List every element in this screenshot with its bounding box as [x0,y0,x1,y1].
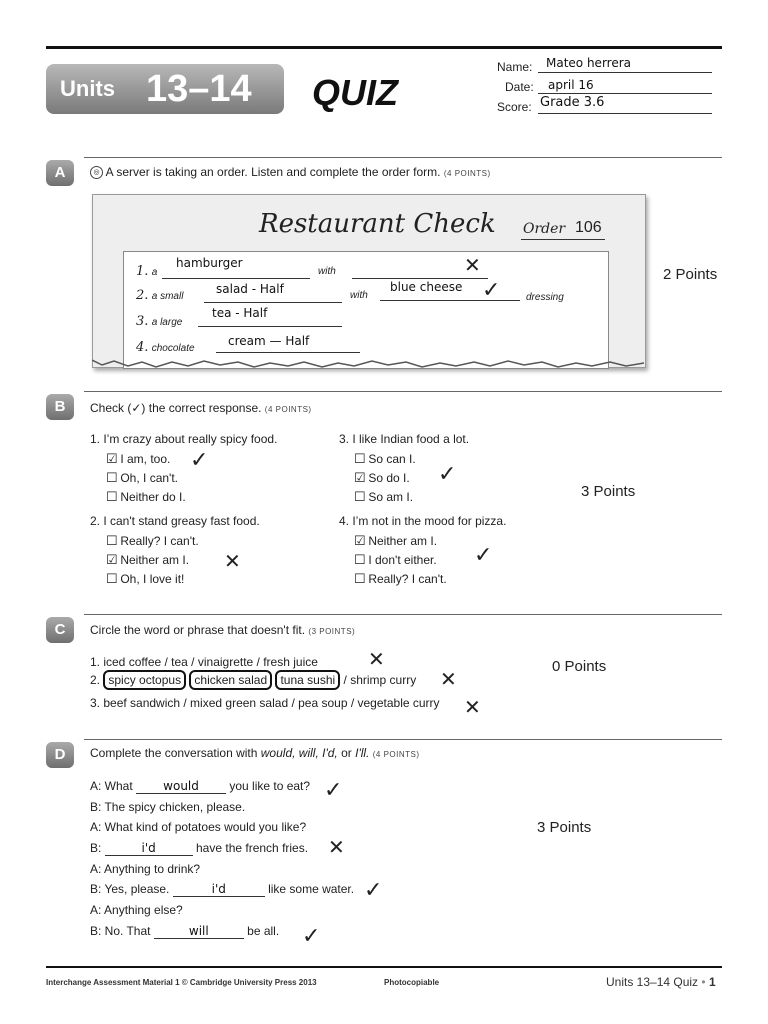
units-badge [46,64,284,114]
checked-box-icon: ☑ [106,552,118,567]
option-label: Oh, I love it! [120,572,185,586]
d-line-6 [90,882,354,897]
units-word: Units [60,76,115,101]
row-number: 2. [136,288,149,303]
row-2-with: with [350,290,368,301]
section-b-instruction-row [90,401,312,415]
check-mark: ✓ [302,923,321,948]
section-b-badge: B [46,394,74,420]
section-a-instruction-row [90,165,491,179]
section-c-points: (3 POINTS) [308,627,356,636]
section-b-score: 3 Points [581,483,636,500]
q3-option-2[interactable] [354,470,410,486]
empty-box-icon: ☐ [106,533,118,548]
section-d-instruction: Complete the conversation with [90,746,261,760]
check-row-1 [136,264,157,279]
row-number: 3. [136,314,149,329]
d-line-text: B: No. That [90,924,154,938]
d-line-text: like some water. [264,882,355,896]
row-2-line [204,302,342,303]
section-d-ill: I'll. [355,746,370,760]
footer-copyright: Interchange Assessment Material 1 © Cambridge University Press 2013 [46,978,317,987]
check-title: Restaurant Check [259,209,496,239]
x-mark: ✕ [224,551,241,573]
q2-prompt: 2. I can't stand greasy fast food. [90,514,260,528]
empty-box-icon: ☐ [354,489,366,504]
date-label: Date: [505,80,534,94]
q1-prompt: 1. I’m crazy about really spicy food. [90,432,278,446]
d-line-3: A: What kind of potatoes would you like? [90,820,307,834]
section-c-instruction-row [90,623,355,637]
q3-option-3[interactable] [354,489,413,505]
name-label: Name: [497,60,533,74]
torn-edge [92,356,648,372]
section-d-words: would, will, I'd, [260,746,338,760]
section-a-score: 2 Points [663,266,718,283]
footer-title: Units 13–14 Quiz • 1 [606,975,716,989]
d-answer[interactable]: i'd [173,882,265,897]
footer-quiz-name: Units 13–14 Quiz [606,975,699,989]
c-line-1: 1. iced coffee / tea / vinaigrette / fresh juice [90,655,318,669]
row-2-answer: salad - Half [216,282,284,296]
row-prefix: a [151,267,158,278]
empty-box-icon: ☐ [354,451,366,466]
check-mark: ✓ [324,777,343,802]
check-form [123,251,609,369]
footer-rule [46,966,722,968]
check-mark: ✓ [190,447,209,472]
row-4-answer: cream — Half [228,334,310,348]
d-answer[interactable]: i'd [105,841,193,856]
d-line-1 [90,779,310,794]
section-c-instruction: Circle the word or phrase that doesn't fit. [90,623,306,637]
option-label: So can I. [368,452,416,466]
d-line-text: you like to eat? [226,779,311,793]
name-line [538,72,712,73]
c-line-2: 2. spicy octopus chicken salad tuna sushi / shrimp curry [90,673,416,687]
circled-option[interactable]: chicken salad [189,670,272,690]
section-a-instruction: A server is taking an order. Listen and complete the order form. [105,165,441,179]
section-b-instruction: Check (✓) the correct response. [90,401,262,415]
check-mark: ✓ [482,277,501,302]
order-number: 106 [575,219,602,236]
order-line [521,239,605,240]
row-prefix: a small [151,291,184,302]
quiz-title: QUIZ [312,72,398,113]
option-label: Neither am I. [120,553,190,567]
d-answer[interactable]: would [136,779,226,794]
section-d-or: or [337,746,356,760]
section-c-badge: C [46,617,74,643]
circled-option[interactable]: spicy octopus [103,670,186,690]
d-line-text: B: [90,841,105,855]
section-a-rule [84,157,722,158]
row-1-line-2 [352,278,488,279]
d-answer[interactable]: will [154,924,244,939]
row-prefix: chocolate [151,343,195,354]
section-d-instruction-row [90,746,420,760]
page-number: 1 [708,975,716,989]
option-label: So do I. [368,471,410,485]
section-c-score: 0 Points [552,658,607,675]
x-mark: ✕ [368,649,385,671]
section-b-points: (4 POINTS) [264,405,312,414]
option-label: Really? I can't. [120,534,199,548]
option-label: Neither do I. [120,490,186,504]
date-line [538,93,712,94]
d-line-text: have the french fries. [192,841,309,855]
row-3-line [198,326,342,327]
d-line-text: B: Yes, please. [90,882,173,896]
audio-icon: ◎ [90,166,103,179]
check-row-4 [136,340,195,355]
row-4-line [216,352,360,353]
empty-box-icon: ☐ [106,470,118,485]
d-line-2: B: The spicy chicken, please. [90,800,246,814]
check-row-3 [136,314,182,329]
section-d-score: 3 Points [537,819,592,836]
x-mark: ✕ [464,255,481,277]
d-line-text: A: What [90,779,137,793]
empty-box-icon: ☐ [354,552,366,567]
row-1-line [162,278,310,279]
footer-photocopiable: Photocopiable [384,978,440,987]
units-number: 13–14 [146,68,252,110]
q3-option-1[interactable] [354,451,416,467]
option-label: I don't either. [368,553,437,567]
checked-box-icon: ☑ [106,451,118,466]
circled-option[interactable]: tuna sushi [275,670,340,690]
q1-option-2[interactable] [106,470,178,486]
q3-prompt: 3. I like Indian food a lot. [339,432,470,446]
q1-option-3[interactable] [106,489,186,505]
d-line-text: be all. [243,924,280,938]
row-1-with: with [318,266,336,277]
q4-option-1[interactable] [354,533,437,549]
empty-box-icon: ☐ [354,571,366,586]
d-line-8 [90,924,279,939]
score-label: Score: [497,100,532,114]
q2-option-3[interactable] [106,571,184,587]
section-b-rule [84,391,722,392]
option-label: Really? I can't. [368,572,447,586]
section-a-points: (4 POINTS) [443,169,491,178]
empty-box-icon: ☐ [106,489,118,504]
row-prefix: a large [151,317,183,328]
name-value: Mateo herrera [546,56,632,70]
row-number: 4. [136,340,149,355]
date-value: april 16 [548,78,594,92]
q4-prompt: 4. I’m not in the mood for pizza. [339,514,507,528]
score-value: Grade 3.6 [540,95,605,110]
section-c-rule [84,614,722,615]
row-2-dressing: dressing [526,292,564,303]
top-rule [46,46,722,49]
row-1-answer: hamburger [176,256,243,270]
check-mark: ✓ [364,877,383,902]
checked-box-icon: ☑ [354,533,366,548]
option-label: Neither am I. [368,534,438,548]
c-line-2-last: shrimp curry [350,673,417,687]
checked-box-icon: ☑ [354,470,366,485]
restaurant-check-card [92,194,646,368]
q2-option-1[interactable] [106,533,199,549]
check-mark: ✓ [438,461,457,486]
option-label: So am I. [368,490,414,504]
row-number: 1. [136,264,149,279]
order-label: Order [523,221,566,237]
option-label: Oh, I can't. [120,471,178,485]
q4-option-3[interactable] [354,571,447,587]
row-2-answer-2: blue cheese [390,280,463,294]
c-line-3: 3. beef sandwich / mixed green salad / pea soup / vegetable curry [90,696,440,710]
section-d-badge: D [46,742,74,768]
q1-option-1[interactable] [106,451,170,467]
q2-option-2[interactable] [106,552,189,568]
x-mark: ✕ [464,697,481,719]
d-line-7: A: Anything else? [90,903,183,917]
section-d-rule [84,739,722,740]
section-a-badge: A [46,160,74,186]
c-line-2-number: 2. [90,673,101,687]
score-line [538,113,712,114]
q4-option-2[interactable] [354,552,437,568]
option-label: I am, too. [120,452,171,466]
section-d-points: (4 POINTS) [372,750,420,759]
empty-box-icon: ☐ [106,571,118,586]
x-mark: ✕ [328,837,345,859]
d-line-5: A: Anything to drink? [90,862,201,876]
d-line-4 [90,841,308,856]
check-mark: ✓ [474,542,493,567]
check-row-2 [136,288,183,303]
x-mark: ✕ [440,669,457,691]
row-3-answer: tea - Half [212,306,268,320]
